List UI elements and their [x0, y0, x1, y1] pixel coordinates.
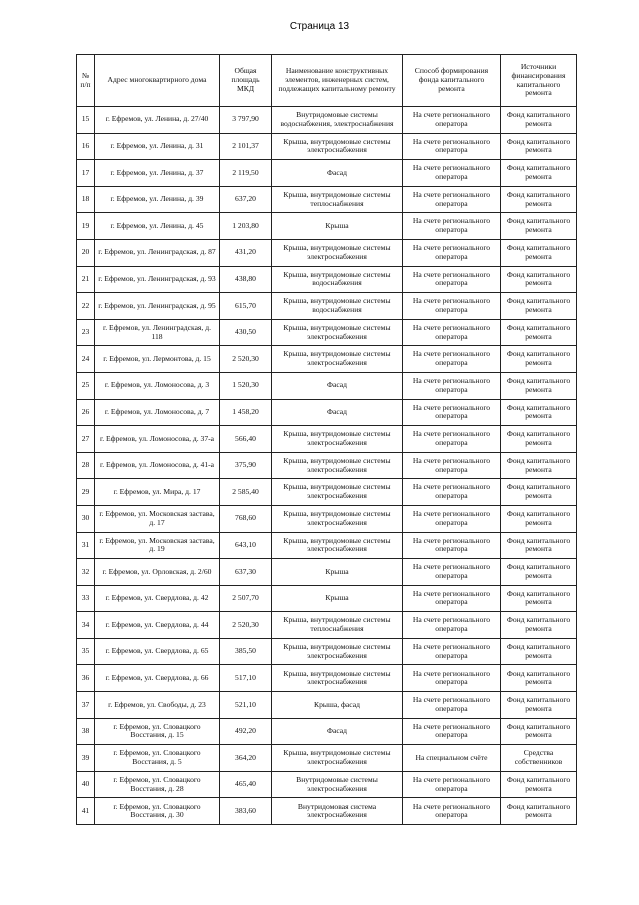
row-number: 37: [77, 692, 95, 719]
row-method: На счете регионального оператора: [403, 186, 501, 213]
row-method: На счете регионального оператора: [403, 771, 501, 798]
row-number: 38: [77, 718, 95, 745]
row-source: Фонд капитального ремонта: [501, 346, 577, 373]
row-number: 29: [77, 479, 95, 506]
table-row: [77, 452, 577, 479]
row-area: 492,20: [220, 718, 272, 745]
row-area: 2 520,30: [220, 612, 272, 639]
row-method: На счете регионального оператора: [403, 346, 501, 373]
row-address: г. Ефремов, ул. Ломоносова, д. 37-а: [95, 426, 220, 453]
row-source: Фонд капитального ремонта: [501, 798, 577, 825]
row-source: Фонд капитального ремонта: [501, 107, 577, 134]
table-header-row: [77, 55, 577, 107]
row-work: Крыша, внутридомовые системы теплоснабжения: [272, 186, 403, 213]
row-area: 438,80: [220, 266, 272, 293]
row-area: 385,50: [220, 638, 272, 665]
row-address: г. Ефремов, ул. Ломоносова, д. 41-а: [95, 452, 220, 479]
header-source: Источники финансирования капитального ремонта: [501, 55, 577, 107]
table-body: [77, 107, 577, 825]
row-number: 30: [77, 505, 95, 532]
row-number: 19: [77, 213, 95, 240]
row-area: 2 520,30: [220, 346, 272, 373]
row-number: 18: [77, 186, 95, 213]
row-work: Крыша, внутридомовые системы водоснабжения: [272, 293, 403, 320]
table-row: [77, 798, 577, 825]
row-work: Фасад: [272, 718, 403, 745]
table-row: [77, 532, 577, 559]
row-address: г. Ефремов, ул. Ленина, д. 37: [95, 160, 220, 187]
row-method: На счете регионального оператора: [403, 213, 501, 240]
row-source: Фонд капитального ремонта: [501, 133, 577, 160]
row-address: г. Ефремов, ул. Ленинградская, д. 118: [95, 319, 220, 346]
row-area: 517,10: [220, 665, 272, 692]
row-method: На счете регионального оператора: [403, 160, 501, 187]
row-number: 23: [77, 319, 95, 346]
row-area: 383,60: [220, 798, 272, 825]
row-address: г. Ефремов, ул. Ленинградская, д. 95: [95, 293, 220, 320]
row-address: г. Ефремов, ул. Свердлова, д. 65: [95, 638, 220, 665]
row-work: Крыша: [272, 213, 403, 240]
row-source: Фонд капитального ремонта: [501, 293, 577, 320]
row-work: Крыша, внутридомовые системы электроснабжения: [272, 479, 403, 506]
row-source: Фонд капитального ремонта: [501, 372, 577, 399]
row-method: На счете регионального оператора: [403, 612, 501, 639]
row-source: Фонд капитального ремонта: [501, 692, 577, 719]
table-row: [77, 372, 577, 399]
row-number: 39: [77, 745, 95, 772]
row-number: 35: [77, 638, 95, 665]
header-area: Общая площадь МКД: [220, 55, 272, 107]
row-number: 16: [77, 133, 95, 160]
row-source: Фонд капитального ремонта: [501, 426, 577, 453]
row-area: 566,40: [220, 426, 272, 453]
row-area: 637,30: [220, 559, 272, 586]
row-method: На специальном счёте: [403, 745, 501, 772]
row-source: Фонд капитального ремонта: [501, 532, 577, 559]
row-area: 1 520,30: [220, 372, 272, 399]
row-area: 643,10: [220, 532, 272, 559]
row-source: Фонд капитального ремонта: [501, 399, 577, 426]
row-address: г. Ефремов, ул. Ленина, д. 45: [95, 213, 220, 240]
row-work: Фасад: [272, 160, 403, 187]
row-method: На счете регионального оператора: [403, 798, 501, 825]
row-address: г. Ефремов, ул. Ленина, д. 39: [95, 186, 220, 213]
table-row: [77, 771, 577, 798]
row-work: Крыша, внутридомовые системы электроснабжения: [272, 665, 403, 692]
row-method: На счете регионального оператора: [403, 239, 501, 266]
row-address: г. Ефремов, ул. Мира, д. 17: [95, 479, 220, 506]
header-method: Способ формирования фонда капитального ремонта: [403, 55, 501, 107]
table-row: [77, 107, 577, 134]
row-method: На счете регионального оператора: [403, 692, 501, 719]
row-work: Крыша, внутридомовые системы электроснабжения: [272, 133, 403, 160]
row-source: Фонд капитального ремонта: [501, 612, 577, 639]
row-source: Средства собственников: [501, 745, 577, 772]
row-address: г. Ефремов, ул. Словацкого Восстания, д. 30: [95, 798, 220, 825]
row-work: Крыша, внутридомовые системы электроснабжения: [272, 319, 403, 346]
row-method: На счете регионального оператора: [403, 399, 501, 426]
row-area: 2 101,37: [220, 133, 272, 160]
row-address: г. Ефремов, ул. Свободы, д. 23: [95, 692, 220, 719]
row-work: Крыша, фасад: [272, 692, 403, 719]
table-row: [77, 239, 577, 266]
row-method: На счете регионального оператора: [403, 319, 501, 346]
row-address: г. Ефремов, ул. Свердлова, д. 44: [95, 612, 220, 639]
row-work: Крыша, внутридомовые системы электроснабжения: [272, 638, 403, 665]
table-row: [77, 346, 577, 373]
row-source: Фонд капитального ремонта: [501, 638, 577, 665]
row-address: г. Ефремов, ул. Словацкого Восстания, д. 28: [95, 771, 220, 798]
row-number: 25: [77, 372, 95, 399]
row-area: 1 458,20: [220, 399, 272, 426]
row-source: Фонд капитального ремонта: [501, 479, 577, 506]
row-work: Крыша, внутридомовые системы электроснабжения: [272, 426, 403, 453]
row-address: г. Ефремов, ул. Словацкого Восстания, д. 5: [95, 745, 220, 772]
table-row: [77, 559, 577, 586]
row-method: На счете регионального оператора: [403, 665, 501, 692]
row-address: г. Ефремов, ул. Ленина, д. 31: [95, 133, 220, 160]
row-source: Фонд капитального ремонта: [501, 452, 577, 479]
row-number: 26: [77, 399, 95, 426]
row-source: Фонд капитального ремонта: [501, 505, 577, 532]
row-number: 34: [77, 612, 95, 639]
row-area: 1 203,80: [220, 213, 272, 240]
row-address: г. Ефремов, ул. Лермонтова, д. 15: [95, 346, 220, 373]
row-number: 41: [77, 798, 95, 825]
row-method: На счете регионального оператора: [403, 426, 501, 453]
row-method: На счете регионального оператора: [403, 559, 501, 586]
row-source: Фонд капитального ремонта: [501, 585, 577, 612]
table-row: [77, 745, 577, 772]
row-address: г. Ефремов, ул. Свердлова, д. 66: [95, 665, 220, 692]
table-row: [77, 612, 577, 639]
row-work: Крыша, внутридомовые системы водоснабжения: [272, 266, 403, 293]
row-area: 2 585,40: [220, 479, 272, 506]
row-area: 375,90: [220, 452, 272, 479]
table-row: [77, 692, 577, 719]
row-work: Фасад: [272, 399, 403, 426]
header-address: Адрес многоквартирного дома: [95, 55, 220, 107]
row-source: Фонд капитального ремонта: [501, 319, 577, 346]
table-row: [77, 718, 577, 745]
row-address: г. Ефремов, ул. Ломоносова, д. 7: [95, 399, 220, 426]
row-work: Фасад: [272, 372, 403, 399]
row-source: Фонд капитального ремонта: [501, 559, 577, 586]
row-area: 3 797,90: [220, 107, 272, 134]
table-row: [77, 293, 577, 320]
row-work: Крыша, внутридомовые системы электроснабжения: [272, 239, 403, 266]
row-address: г. Ефремов, ул. Московская застава, д. 17: [95, 505, 220, 532]
row-work: Крыша, внутридомовые системы электроснабжения: [272, 532, 403, 559]
row-address: г. Ефремов, ул. Ленинградская, д. 93: [95, 266, 220, 293]
row-work: Крыша, внутридомовые системы электроснабжения: [272, 452, 403, 479]
row-method: На счете регионального оператора: [403, 532, 501, 559]
row-number: 32: [77, 559, 95, 586]
row-number: 33: [77, 585, 95, 612]
row-method: На счете регионального оператора: [403, 133, 501, 160]
table-row: [77, 479, 577, 506]
row-area: 430,50: [220, 319, 272, 346]
row-area: 2 507,70: [220, 585, 272, 612]
table-row: [77, 319, 577, 346]
table-row: [77, 665, 577, 692]
row-area: 768,60: [220, 505, 272, 532]
row-number: 17: [77, 160, 95, 187]
row-address: г. Ефремов, ул. Орловская, д. 2/60: [95, 559, 220, 586]
row-method: На счете регионального оператора: [403, 266, 501, 293]
row-work: Внутридомовые системы электроснабжения: [272, 771, 403, 798]
row-number: 20: [77, 239, 95, 266]
row-source: Фонд капитального ремонта: [501, 239, 577, 266]
row-method: На счете регионального оператора: [403, 372, 501, 399]
row-area: 364,20: [220, 745, 272, 772]
table-row: [77, 213, 577, 240]
row-address: г. Ефремов, ул. Словацкого Восстания, д. 15: [95, 718, 220, 745]
row-work: Крыша, внутридомовые системы электроснабжения: [272, 745, 403, 772]
row-work: Крыша, внутридомовые системы электроснабжения: [272, 346, 403, 373]
table-row: [77, 426, 577, 453]
table-row: [77, 585, 577, 612]
row-address: г. Ефремов, ул. Ленина, д. 27/40: [95, 107, 220, 134]
table-row: [77, 266, 577, 293]
row-address: г. Ефремов, ул. Ленинградская, д. 87: [95, 239, 220, 266]
row-area: 637,20: [220, 186, 272, 213]
row-work: Крыша: [272, 559, 403, 586]
row-number: 36: [77, 665, 95, 692]
row-source: Фонд капитального ремонта: [501, 771, 577, 798]
row-area: 521,10: [220, 692, 272, 719]
row-method: На счете регионального оператора: [403, 452, 501, 479]
row-method: На счете регионального оператора: [403, 638, 501, 665]
row-number: 24: [77, 346, 95, 373]
header-work: Наименование конструктивных элементов, инженерных систем, подлежащих капитальному ремонту: [272, 55, 403, 107]
row-source: Фонд капитального ремонта: [501, 160, 577, 187]
row-work: Крыша, внутридомовые системы электроснабжения: [272, 505, 403, 532]
row-work: Внутридомовая система электроснабжения: [272, 798, 403, 825]
row-method: На счете регионального оператора: [403, 479, 501, 506]
row-method: На счете регионального оператора: [403, 107, 501, 134]
row-number: 22: [77, 293, 95, 320]
table-row: [77, 638, 577, 665]
table-row: [77, 399, 577, 426]
row-address: г. Ефремов, ул. Московская застава, д. 19: [95, 532, 220, 559]
row-number: 40: [77, 771, 95, 798]
row-method: На счете регионального оператора: [403, 505, 501, 532]
row-source: Фонд капитального ремонта: [501, 266, 577, 293]
row-work: Крыша, внутридомовые системы теплоснабжения: [272, 612, 403, 639]
row-number: 15: [77, 107, 95, 134]
header-num: № п/п: [77, 55, 95, 107]
row-work: Внутридомовые системы водоснабжения, электроснабжения: [272, 107, 403, 134]
row-number: 21: [77, 266, 95, 293]
table-row: [77, 133, 577, 160]
row-source: Фонд капитального ремонта: [501, 718, 577, 745]
row-address: г. Ефремов, ул. Свердлова, д. 42: [95, 585, 220, 612]
row-number: 28: [77, 452, 95, 479]
row-work: Крыша: [272, 585, 403, 612]
row-source: Фонд капитального ремонта: [501, 186, 577, 213]
row-method: На счете регионального оператора: [403, 718, 501, 745]
row-number: 27: [77, 426, 95, 453]
row-area: 465,40: [220, 771, 272, 798]
row-area: 615,70: [220, 293, 272, 320]
row-method: На счете регионального оператора: [403, 293, 501, 320]
table-row: [77, 505, 577, 532]
table-row: [77, 160, 577, 187]
row-source: Фонд капитального ремонта: [501, 665, 577, 692]
row-number: 31: [77, 532, 95, 559]
row-method: На счете регионального оператора: [403, 585, 501, 612]
row-area: 2 119,50: [220, 160, 272, 187]
repair-registry-table: [76, 54, 577, 825]
page-title: Страница 13: [289, 21, 350, 32]
table-row: [77, 186, 577, 213]
row-area: 431,20: [220, 239, 272, 266]
row-address: г. Ефремов, ул. Ломоносова, д. 3: [95, 372, 220, 399]
row-source: Фонд капитального ремонта: [501, 213, 577, 240]
